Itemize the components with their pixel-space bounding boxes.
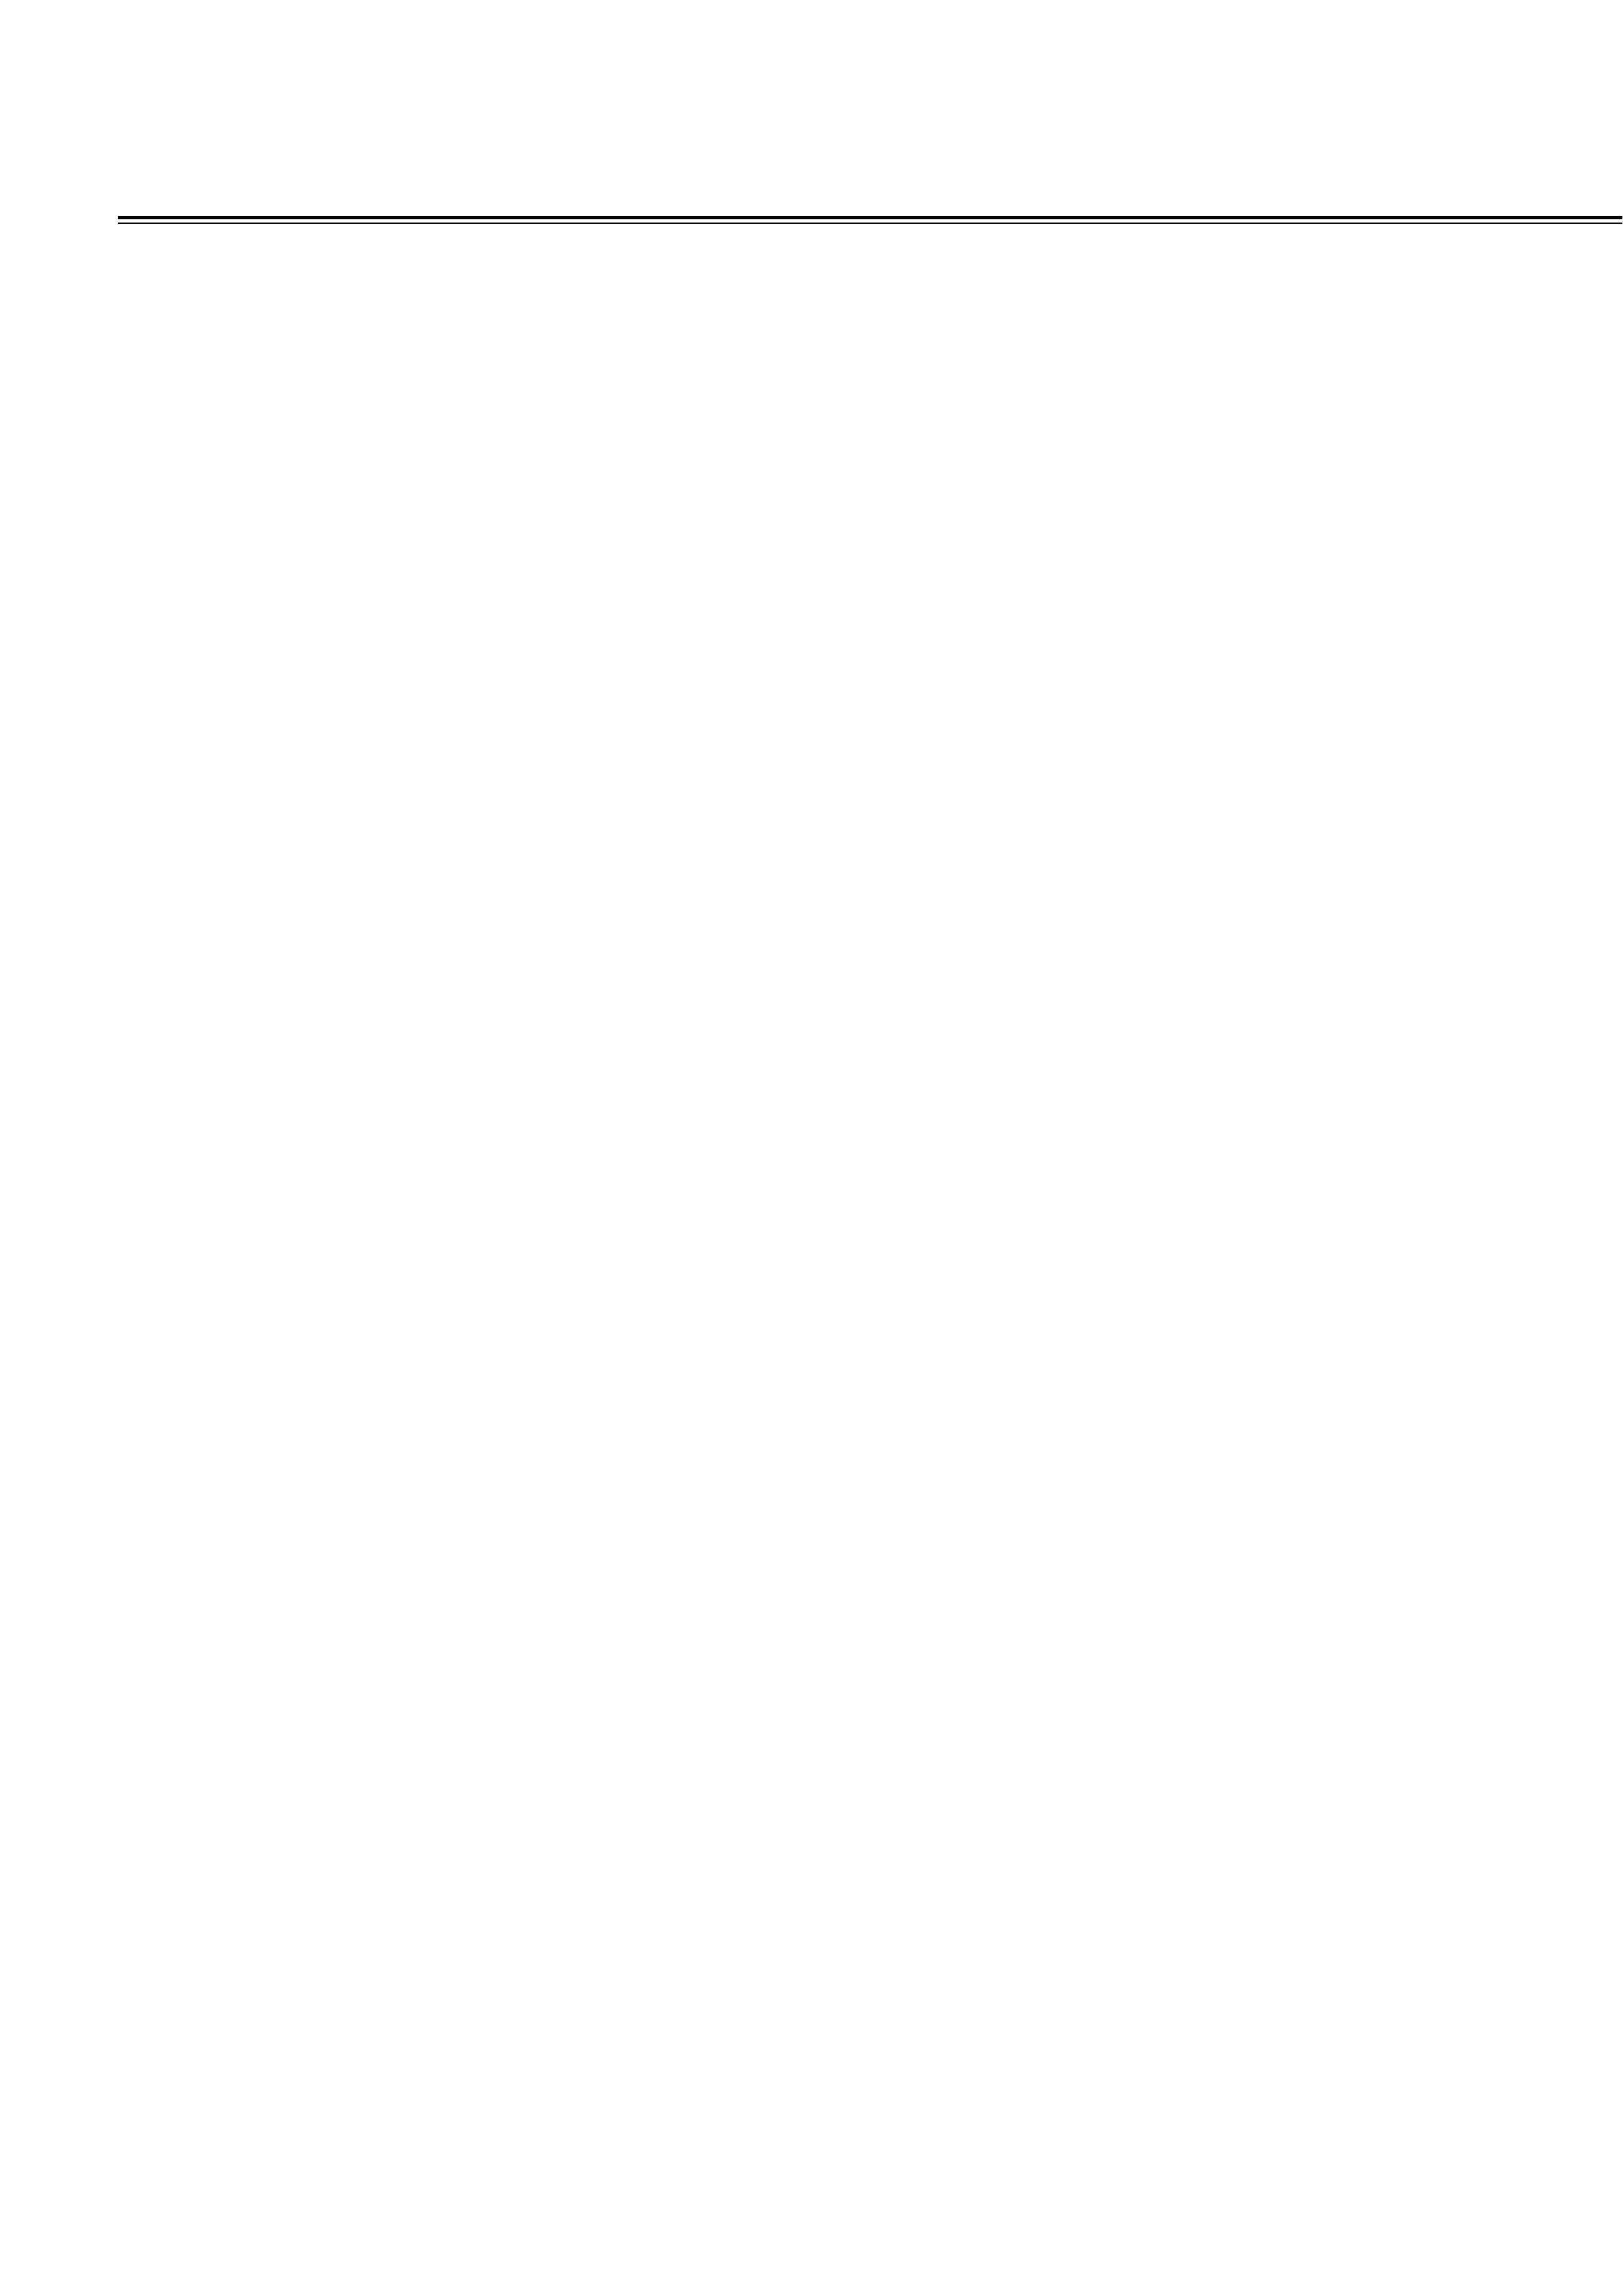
page-header <box>118 169 1505 208</box>
header-rule-thick <box>118 216 1622 219</box>
top-options-row <box>118 232 1518 266</box>
header-rule-thin <box>118 223 1622 224</box>
question-list <box>118 232 1518 266</box>
